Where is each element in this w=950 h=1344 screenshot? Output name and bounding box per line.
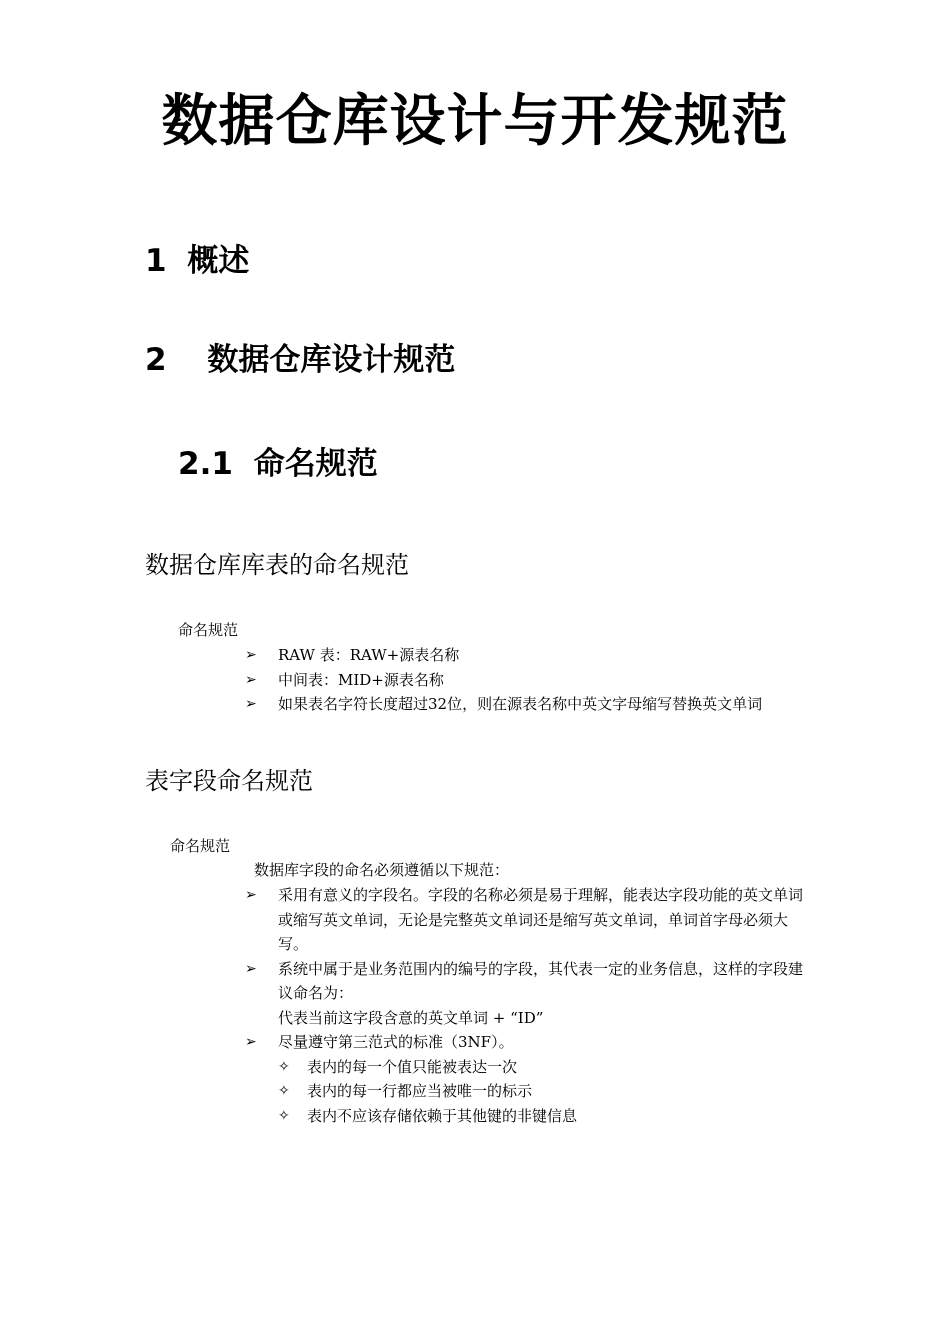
list-item bbox=[245, 883, 806, 957]
arrow-bullet-icon: ➢ bbox=[245, 647, 257, 663]
list-item bbox=[245, 957, 806, 1031]
list-item-text: 系统中属于是业务范围内的编号的字段，其代表一定的业务信息，这样的字段建议命名为： bbox=[278, 959, 804, 1002]
list-item-text: 如果表名字符长度超过32位，则在源表名称中英文字母缩写替换英文单词 bbox=[278, 695, 763, 713]
sub-list-item-text: 表内的每一行都应当被唯一的标示 bbox=[307, 1082, 533, 1100]
list-item bbox=[245, 692, 762, 717]
list-item-text: 采用有意义的字段名。字段的名称必须是易于理解，能表达字段功能的英文单词或缩写英文单词，无论是完整英文单词还是缩写英文单词，单词首字母必须大写。 bbox=[278, 886, 804, 953]
section-title: 命名规范 bbox=[253, 446, 378, 482]
sub-list-item bbox=[278, 1104, 806, 1129]
arrow-bullet-icon: ➢ bbox=[245, 671, 257, 688]
section-title: 概述 bbox=[187, 243, 250, 279]
field-naming-intro: 数据库字段的命名必须遵循以下规范： bbox=[254, 861, 510, 879]
section-number: 1 bbox=[145, 243, 167, 279]
four-point-star-icon: ✧ bbox=[278, 1058, 290, 1075]
table-naming-label: 命名规范 bbox=[178, 621, 239, 639]
arrow-bullet-icon: ➢ bbox=[245, 1034, 257, 1050]
field-naming-heading: 表字段命名规范 bbox=[145, 767, 313, 795]
four-point-star-icon: ✧ bbox=[278, 1107, 290, 1124]
sub-list-item bbox=[278, 1079, 806, 1104]
arrow-bullet-icon: ➢ bbox=[245, 696, 257, 712]
arrow-bullet-icon: ➢ bbox=[245, 960, 257, 977]
list-item-text: 中间表：MID+源表名称 bbox=[278, 670, 444, 689]
document-title: 数据仓库设计与开发规范 bbox=[161, 89, 789, 154]
sub-list-item-text: 表内的每一个值只能被表达一次 bbox=[307, 1057, 518, 1076]
sub-list bbox=[278, 1055, 806, 1129]
list-item-text: RAW 表：RAW+源表名称 bbox=[278, 646, 460, 664]
sub-list-item bbox=[278, 1055, 806, 1080]
arrow-bullet-icon: ➢ bbox=[245, 887, 257, 903]
section-2-heading bbox=[145, 338, 455, 382]
four-point-star-icon: ✧ bbox=[278, 1083, 290, 1099]
list-item bbox=[245, 643, 762, 668]
list-item bbox=[245, 668, 762, 693]
section-title: 数据仓库设计规范 bbox=[207, 342, 456, 378]
table-naming-heading: 数据仓库库表的命名规范 bbox=[145, 551, 409, 579]
list-item-text: 尽量遵守第三范式的标准（3NF）。 bbox=[278, 1033, 514, 1051]
section-2-1-heading bbox=[178, 442, 378, 486]
sub-list-item-text: 表内不应该存储依赖于其他键的非键信息 bbox=[307, 1106, 578, 1125]
section-number: 2 bbox=[145, 342, 167, 378]
list-item-continuation: 代表当前这字段含意的英文单词 + “ID” bbox=[278, 1008, 544, 1027]
field-naming-list bbox=[245, 883, 806, 1128]
section-number: 2.1 bbox=[178, 446, 233, 482]
table-naming-list bbox=[245, 643, 762, 717]
section-1-heading bbox=[145, 239, 249, 283]
list-item bbox=[245, 1030, 806, 1128]
field-naming-label: 命名规范 bbox=[170, 837, 231, 855]
